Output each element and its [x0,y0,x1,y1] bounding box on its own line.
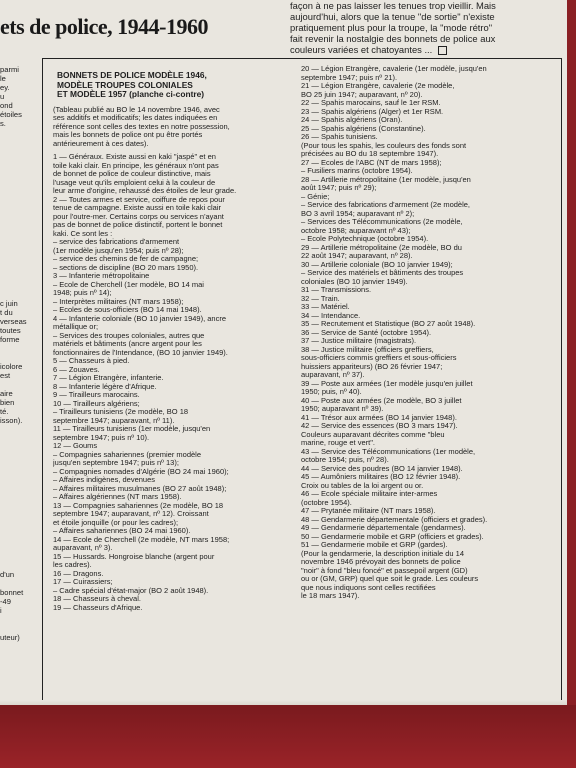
legend-entry-line: leur arme d'origine, rehaussé des étoiles de leur grade. [53,187,237,196]
legend-entry-line: 1948; puis nº 14); [53,289,112,298]
legend-entry-line: – Services des Télécommunications (2e modèle, [301,218,463,226]
legend-entry-line: 47 — Prytanée militaire (NT mars 1958). [301,507,436,515]
left-fragment: -49 [0,597,11,606]
legend-entry-line: – Service des fabrications d'armement (2e modèle, [301,201,471,209]
left-fragment: i [0,606,2,615]
legend-entry-line: octobre 1954; puis, nº 28). [301,456,389,464]
left-fragment [0,236,34,245]
left-fragment: aire [0,389,13,398]
legend-entry-line: les cadres). [53,561,92,570]
legend-entry-line: antérieurement à ces dates). [53,139,149,148]
legend-entry-line: – Service des matériels et bâtiments des troupes [301,269,464,277]
legend-entry-line: coloniales (BO 10 janvier 1949). [301,277,408,286]
legend-entry-line: – Fusiliers marins (octobre 1954). [301,167,413,175]
left-fragment [0,191,34,200]
left-fragment: isson). [0,416,23,425]
legend-entry-line: huissiers appariteurs) (BO 26 février 1947; [301,362,443,371]
legend-heading-line: MODÈLE TROUPES COLONIALES [57,79,193,90]
left-fragment [0,173,34,182]
legend-entry-line: 35 — Recrutement et Statistique (BO 27 août 1948). [301,320,476,328]
legend-entry-line: 51 — Gendarmerie mobile et GRP (gardes). [301,541,448,549]
legend-entry-line: – service des fabrications d'armement [53,238,180,247]
legend-entry-line: septembre 1947; puis nº 10). [53,433,150,442]
legend-entry-line: 20 — Légion Etrangère, cavalerie (1er modèle, jusqu'en [301,65,487,73]
legend-entry-line: 7 — Légion Etrangère, infanterie. [53,374,164,383]
legend-entry-line: – Ecole Polytechnique (octobre 1954). [301,235,429,243]
legend-entry-line: septembre 1947; auparavant, nº 11). [53,416,175,425]
left-fragment: toutes [0,326,21,335]
legend-entry-line: 11 — Tirailleurs tunisiens (1er modèle, jusqu'en [53,425,211,434]
legend-entry-line: 14 — Ecole de Cherchell (2e modèle, NT mars 1958; [53,535,230,544]
legend-entry-line: 33 — Matériel. [301,303,350,311]
legend-entry-line: – Génie; [301,192,330,201]
left-fragment [0,137,34,146]
legend-entry-line: 31 — Transmissions. [301,286,372,294]
intro-line: façon à ne pas laisser les tenues trop vieillir. Mais [290,0,496,11]
left-fragment: forme [0,335,20,344]
intro-line: couleurs variées et chatoyantes ... [290,44,560,55]
legend-entry-line: toile kaki clair. En principe, les généraux n'ont pas [53,161,219,170]
legend-entry-line: pas de bonnet de police distinctif, portent le bonnet [53,221,223,230]
legend-entry-line: ou or (GM, GRP) quel que soit le grade. Les couleurs [301,575,479,583]
legend-entry-line: – Affaires indigènes, devenues [53,476,156,485]
left-fragment [0,155,34,164]
legend-entry-line: 15 — Hussards. Hongroise blanche (argent pour [53,552,215,561]
legend-entry-line: 48 — Gendarmerie départementale (officiers et grades). [301,515,488,524]
left-fragment: parmi [0,65,19,74]
left-fragment: ey. [0,83,10,92]
left-fragment: ond [0,101,13,110]
left-fragment: té. [0,407,9,416]
legend-entry-line: septembre 1947; auparavant, nº 12). Croissant [53,510,209,519]
left-fragment [0,380,34,389]
legend-entry-line: auparavant, nº 3). [53,544,113,553]
legend-entry-line: 21 — Légion Etrangère, cavalerie (2e modèle, [301,82,455,90]
left-fragment [0,615,34,624]
legend-entry-line: – sections de discipline (BO 20 mars 1950). [53,263,199,272]
legend-entry-line: novembre 1946 prévoyait des bonnets de police [301,558,461,566]
left-fragment: bonnet [0,588,24,597]
legend-entry-line: "noir" à fond "bleu foncé" et passepoil argent (GD) [301,566,468,575]
legend-entry-line: 16 — Dragons. [53,569,104,578]
legend-entry-line: kaki. Ce sont les : [53,229,113,238]
legend-entry-line: 5 — Chasseurs à pied. [53,357,130,366]
legend-entry-line: BO 3 avril 1954; auparavant nº 2); [301,209,415,218]
legend-entry-line: fonctionnaires de l'Intendance, (BO 10 janvier 1949). [53,348,228,357]
red-background [0,705,576,768]
legend-entry-line: 40 — Poste aux armées (2e modèle, BO 3 juillet [301,396,462,405]
end-square-icon [438,46,447,55]
left-fragment: icolore [0,362,23,371]
left-fragment [0,281,34,290]
legend-entry-line: matériels et bâtiments (ancre argent pour les [53,340,202,349]
left-fragment: s. [0,119,6,128]
legend-entry-line: – Interprètes militaires (NT mars 1958); [53,297,184,306]
legend-entry-line: auparavant, nº 37). [301,371,365,379]
left-fragment: t du [0,308,13,317]
left-fragment: étoiles [0,110,22,119]
legend-entry-line: 41 — Trésor aux armées (BO 14 janvier 1948). [301,413,457,422]
legend-entry-line: 45 — Aumôniers militaires (BO 12 février 1948). [301,473,461,481]
left-fragment [0,128,34,137]
legend-entry-line: 9 — Tirailleurs marocains. [53,391,140,400]
left-fragment: uteur) [0,633,20,642]
legend-entry-line: 24 — Spahis algériens (Oran). [301,116,403,124]
legend-entry-line: 37 — Justice militaire (magistrats). [301,337,417,345]
legend-entry-line: 10 — Tirailleurs algériens; [53,399,140,408]
legend-entry-line: jusqu'en septembre 1947; puis nº 13); [53,459,179,468]
legend-column-left [53,65,303,612]
legend-entry-line: BO 25 juin 1947; auparavant, nº 20). [301,90,423,99]
left-fragment: est [0,371,11,380]
left-fragment [0,227,34,236]
left-fragment: d'un [0,570,15,579]
intro-line: fait revenir la nostalgie des bonnets de police aux [290,33,496,44]
legend-entry-line: 44 — Service des poudres (BO 14 janvier 1948). [301,464,463,473]
legend-entry-line: 2 — Toutes armes et service, coiffure de repos pour [53,195,225,204]
legend-entry-line: 46 — Ecole spéciale militaire inter-armes [301,490,438,498]
intro-line: aujourd'hui, alors que la tenue "de sortie" n'existe [290,11,495,22]
legend-heading [57,71,303,100]
left-column-fragments-bottom [0,570,34,642]
legend-entry-line: 4 — Infanterie coloniale (BO 10 janvier 1949), ancre [53,314,227,323]
left-column-fragments [0,65,34,425]
left-fragment [0,245,34,254]
left-fragment [0,146,34,155]
legend-entry-line: (1er modèle jusqu'en 1954; puis nº 28); [53,246,184,255]
legend-entry-line: métallique or; [53,323,99,332]
legend-entry-line: – Services des troupes coloniales, autres que [53,331,205,340]
legend-entry-line: – Tirailleurs tunisiens (2e modèle, BO 18 [53,408,189,417]
legend-entry-line: – Compagnies nomades d'Algérie (BO 24 mai 1960); [53,467,229,476]
legend-entry-line: – Affaires militaires musulmanes (BO 27 août 1948); [53,484,227,493]
legend-entry-line: 36 — Service de Santé (octobre 1954). [301,328,432,337]
legend-entry-line: 13 — Compagnies sahariennes (2e modèle, BO 18 [53,501,224,510]
left-fragment: bien [0,398,15,407]
legend-entry-line: mais les bonnets de police ont pu être portés [53,131,203,140]
left-fragment [0,164,34,173]
left-fragment [0,218,34,227]
legend-entry-line: pour l'outre-mer. Certains corps ou services n'ayant [53,212,224,221]
legend-entry-line: 50 — Gendarmerie mobile et GRP (officiers et grades). [301,532,484,541]
left-fragment: verseas [0,317,27,326]
legend-entry-line: 30 — Artillerie coloniale (BO 10 janvier 1949); [301,260,453,269]
left-fragment [0,579,34,588]
legend-entry-line: 19 — Chasseurs d'Afrique. [53,603,143,612]
legend-entry-line: septembre 1947; puis nº 21). [301,73,398,82]
legend-entry-line: Croix ou tables de la loi argent ou or. [301,481,424,490]
legend-entry-line: que nous indiquons sont celles rectifiées [301,583,436,592]
legend-entry-line: 38 — Justice militaire (officiers greffiers, [301,345,434,354]
legend-entry-line: 18 — Chasseurs à cheval. [53,595,141,604]
legend-column-right [301,65,559,601]
legend-entry-line: (Pour la gendarmerie, la description initiale du 14 [301,549,465,558]
legend-entry-line: (octobre 1954). [301,498,352,507]
left-fragment [0,263,34,272]
legend-entry-line: 25 — Spahis algériens (Constantine). [301,124,426,133]
legend-entry-line: 26 — Spahis tunisiens. [301,133,378,141]
legend-heading-line: BONNETS DE POLICE MODÈLE 1946, [57,70,207,80]
legend-entry-line: 27 — Ecoles de l'ABC (NT de mars 1958); [301,158,442,167]
legend-entry-line: de bonnet de police de couleur distinctive, mais [53,170,211,179]
legend-entry-line: 6 — Zouaves. [53,365,100,374]
legend-entry-line: – Affaires algériennes (NT mars 1958). [53,493,182,502]
left-fragment [0,344,34,353]
legend-entry-line: sous-officiers commis greffiers et sous-officiers [301,354,457,362]
legend-entry-line: 42 — Service des essences (BO 3 mars 1947). [301,422,458,430]
legend-entry-line: et étoile jonquille (or pour les cadres); [53,518,179,527]
article-title: ets de police, 1944-1960 [0,14,208,39]
legend-entry-line: référence sont celles des textes en notre possession, [53,122,230,131]
legend-entry-line: marine, rouge et vert". [301,439,375,447]
legend-entry-line: 22 — Spahis marocains, sauf le 1er RSM. [301,99,441,107]
left-fragment [0,290,34,299]
legend-entry-line: octobre 1958; auparavant nº 43); [301,226,411,235]
legend-entry-line: 43 — Service des Télécommunications (1er modèle, [301,447,476,456]
legend-entry-line: 3 — Infanterie métropolitaine [53,272,150,281]
left-fragment: le [0,74,6,83]
legend-entry-line: 22 août 1947; auparavant, nº 28). [301,252,413,260]
legend-entry-line: 49 — Gendarmerie départementale (gendarmes). [301,524,466,532]
legend-entry-line: 1 — Généraux. Existe aussi en kaki "jaspé" et en [53,153,216,162]
legend-entry-line: 34 — Intendance. [301,311,361,320]
legend-entry-line: 8 — Infanterie légère d'Afrique. [53,382,157,391]
legend-entry-line: l'usage veut qu'ils emploient celui à la couleur de [53,178,216,187]
legend-entry-line: 39 — Poste aux armées (1er modèle jusqu'en juillet [301,379,473,388]
left-fragment [0,182,34,191]
left-fragment [0,254,34,263]
legend-entry-line: 17 — Cuirassiers; [53,578,113,587]
legend-entry-line: (Pour tous les spahis, les couleurs des fonds sont [301,141,467,150]
left-fragment [0,200,34,209]
legend-entry-line: 1950; auparavant nº 39). [301,405,384,413]
legend-entry-line: ses additifs et modificatifs; les dates indiquées en [53,114,218,123]
legend-entry-line: – Ecoles de sous-officiers (BO 14 mai 1948). [53,306,202,315]
legend-entry-line: – Affaires sahariennes (BO 24 mai 1960). [53,527,191,536]
legend-entry-line: – Compagnies sahariennes (premier modèle [53,450,201,459]
legend-heading-line: ET MODÈLE 1957 (planche ci-contre) [57,89,205,100]
left-fragment [0,209,34,218]
left-fragment: u [0,92,5,101]
legend-entry-line: – Ecole de Cherchell (1er modèle, BO 14 mai [53,280,204,289]
legend-entry-line: (Tableau publié au BO le 14 novembre 1946, avec [53,105,220,114]
legend-entry-line: – service des chemins de fer de campagne; [53,255,199,264]
left-fragment [0,624,34,633]
legend-entry-line: – Cadre spécial d'état-major (BO 2 août 1948). [53,586,209,595]
legend-entry-line: précisées au BO du 18 septembre 1947). [301,150,439,158]
legend-entry-line: tenue de campagne. Existe aussi en toile kaki clair [53,204,222,213]
legend-entry-line: 23 — Spahis algériens (Alger) et 1er RSM. [301,107,444,116]
legend-entry-line: 28 — Artillerie métropolitaine (1er modèle, jusqu'en [301,175,471,184]
legend-entry-line: le 18 mars 1947). [301,592,360,600]
legend-entry-line: 29 — Artillerie métropolitaine (2e modèle, BO du [301,243,462,252]
intro-line: pratiquement plus pour la troupe, la "mode rétro" [290,22,493,33]
left-fragment [0,353,34,362]
legend-entry-line: Couleurs auparavant décrites comme "bleu [301,430,445,439]
legend-box [42,58,562,703]
legend-entry-line: 32 — Train. [301,294,340,303]
legend-entry-line: 12 — Goums [53,442,98,451]
legend-entry-line: août 1947; puis nº 29); [301,184,377,192]
intro-paragraph [290,0,560,55]
legend-entry-line: 1950; puis, nº 40). [301,388,362,396]
left-fragment [0,272,34,281]
left-fragment: c juin [0,299,18,308]
